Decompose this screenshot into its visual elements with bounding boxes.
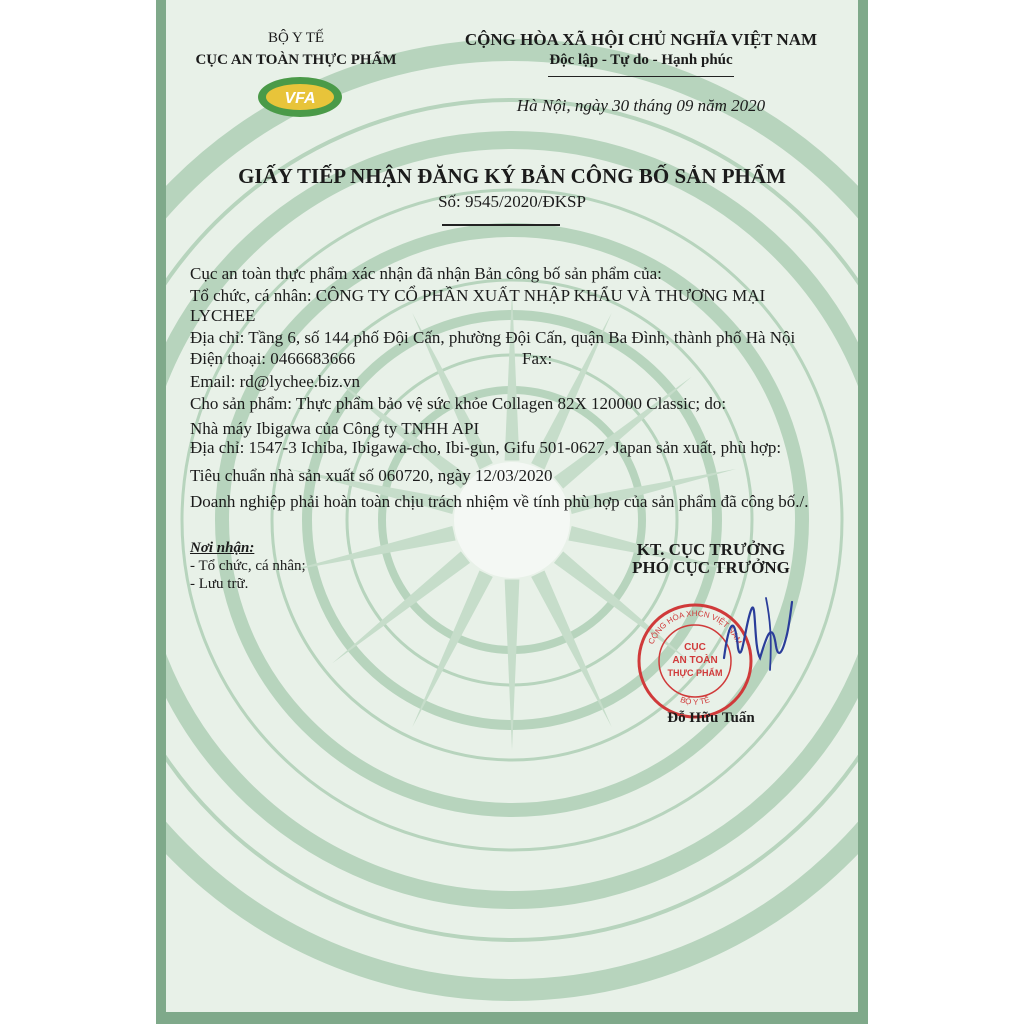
standard-line: Tiêu chuẩn nhà sản xuất số 060720, ngày 12/03/2020 xyxy=(190,466,553,485)
national-motto: Độc lập - Tự do - Hạnh phúc xyxy=(549,52,733,68)
handwritten-signature xyxy=(716,588,806,678)
fax-label: Fax: xyxy=(522,349,553,368)
organization-line2: LYCHEE xyxy=(190,306,256,325)
recipient-item: - Tổ chức, cá nhân; xyxy=(190,558,306,574)
document-title: GIẤY TIẾP NHẬN ĐĂNG KÝ BẢN CÔNG BỐ SẢN PHẨM xyxy=(238,164,786,188)
svg-text:CỤC: CỤC xyxy=(684,642,706,653)
svg-text:CỘNG HÒA XHCN VIỆT NAM: CỘNG HÒA XHCN VIỆT NAM xyxy=(646,608,744,646)
title-underline xyxy=(442,224,560,226)
signer-title-2: PHÓ CỤC TRƯỞNG xyxy=(632,558,790,577)
organization-address: Địa chỉ: Tầng 6, số 144 phố Đội Cấn, phường Đội Cấn, quận Ba Đình, thành phố Hà Nội xyxy=(190,328,796,347)
svg-text:VFA: VFA xyxy=(284,90,316,107)
intro-text: Cục an toàn thực phẩm xác nhận đã nhận Bản công bố sản phẩm của: xyxy=(190,264,662,283)
signer-title-1: KT. CỤC TRƯỞNG xyxy=(636,540,786,559)
phone-number: Điện thoại: 0466683666 xyxy=(190,349,356,368)
vfa-logo-icon xyxy=(254,72,346,122)
ministry-name: BỘ Y TẾ xyxy=(267,30,325,46)
product-line: Cho sản phẩm: Thực phẩm bảo vệ sức khỏe Collagen 82X 120000 Classic; do: xyxy=(190,394,727,413)
manufacturer-name: Nhà máy Ibigawa của Công ty TNHH API xyxy=(190,419,480,438)
certificate-page xyxy=(156,0,868,1024)
svg-text:AN TOÀN: AN TOÀN xyxy=(672,655,718,666)
motto-underline xyxy=(548,76,734,77)
recipient-item: - Lưu trữ. xyxy=(190,576,249,592)
organization-line1: Tổ chức, cá nhân: CÔNG TY CỔ PHẦN XUẤT NHẬP KHẨU VÀ THƯƠNG MẠI xyxy=(190,286,766,305)
recipients-heading: Nơi nhận: xyxy=(190,540,255,556)
responsibility-line: Doanh nghiệp phải hoàn toàn chịu trách nhiệm về tính phù hợp của sản phẩm đã công bố./. xyxy=(190,492,809,511)
svg-text:THỰC PHẨM: THỰC PHẨM xyxy=(667,668,723,678)
email-address: Email: rd@lychee.biz.vn xyxy=(190,372,361,391)
svg-text:BỘ Y TẾ: BỘ Y TẾ xyxy=(679,695,711,707)
place-date: Hà Nội, ngày 30 tháng 09 năm 2020 xyxy=(516,96,766,115)
department-name: CỤC AN TOÀN THỰC PHẨM xyxy=(195,52,397,68)
document-number: Số: 9545/2020/ĐKSP xyxy=(438,192,586,211)
country-name: CỘNG HÒA XÃ HỘI CHỦ NGHĨA VIỆT NAM xyxy=(464,30,818,49)
signer-name: Đỗ Hữu Tuấn xyxy=(667,710,755,726)
manufacturer-address: Địa chỉ: 1547-3 Ichiba, Ibigawa-cho, Ibi-gun, Gifu 501-0627, Japan sản xuất, phù hợp: xyxy=(190,438,782,457)
drum-pattern-background xyxy=(156,0,868,1024)
